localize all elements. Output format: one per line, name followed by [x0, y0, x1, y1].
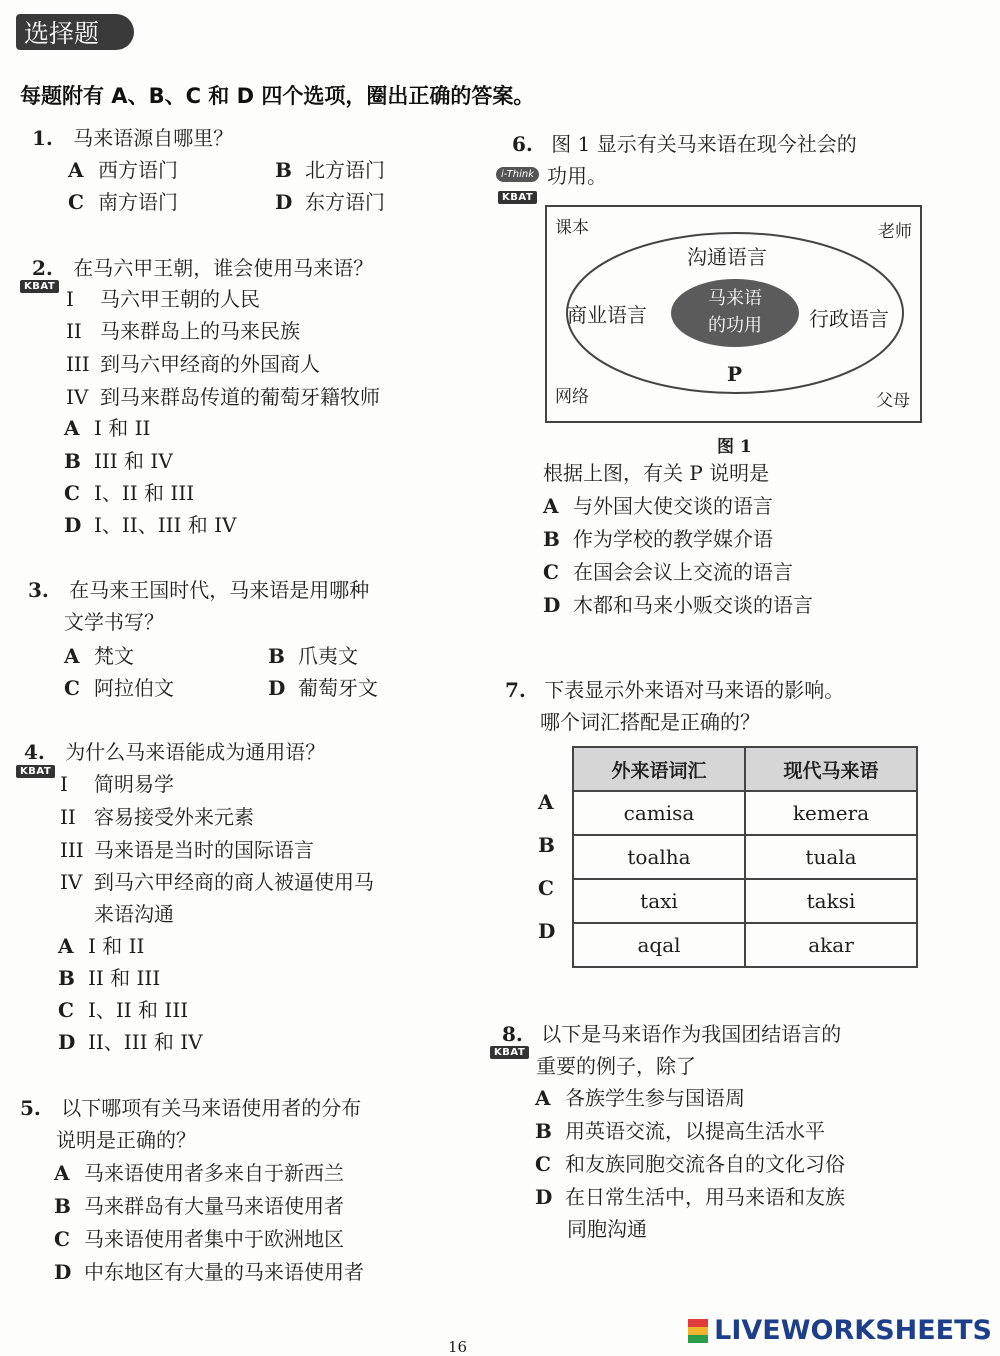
q3-option-d[interactable] [268, 672, 378, 704]
ithink-badge: i-Think [496, 167, 539, 182]
statement-text: 马六甲王朝的人民 [100, 287, 260, 311]
corner-label-internet: 网络 [555, 387, 589, 407]
q4-option-b[interactable] [58, 962, 160, 994]
option-letter: A [58, 934, 74, 958]
q2-option-c[interactable] [64, 477, 194, 509]
liveworksheets-logo[interactable] [688, 1315, 992, 1346]
foreign-word: aqal [573, 923, 745, 967]
option-letter: D [54, 1260, 72, 1284]
q2-option-d[interactable] [64, 509, 236, 541]
section-title: 选择题 [16, 14, 134, 50]
q2-statement-4 [66, 381, 380, 413]
option-letter: D [64, 513, 82, 537]
statement-text: 马来语是当时的国际语言 [94, 838, 314, 862]
question-number: 3. [28, 578, 49, 602]
center-label [671, 285, 799, 339]
option-letter: B [58, 966, 75, 990]
row-letter-a[interactable]: A [538, 790, 554, 814]
statement-number: II [60, 805, 76, 829]
option-letter: D [268, 676, 286, 700]
q4-statement-2 [60, 801, 254, 833]
option-letter: C [64, 676, 80, 700]
question-number: 1. [32, 126, 53, 150]
option-text: II 和 III [88, 966, 161, 990]
question-text: 马来语源自哪里？ [73, 126, 234, 150]
option-text: I 和 II [94, 416, 151, 440]
figure-1-diagram [545, 205, 922, 423]
option-text: I、II 和 III [88, 998, 189, 1022]
modern-word: tuala [745, 835, 917, 879]
option-text: 梵文 [94, 644, 134, 668]
question-7-cont: 哪个词汇搭配是正确的？ [540, 710, 760, 734]
q5-option-d[interactable] [54, 1256, 364, 1288]
question-4 [24, 736, 325, 768]
question-number: 5. [20, 1096, 41, 1120]
statement-text: 到马来群岛传道的葡萄牙籍牧师 [100, 385, 380, 409]
question-number: 7. [505, 678, 526, 702]
brand-mark-icon [688, 1319, 708, 1343]
option-letter: D [58, 1030, 76, 1054]
q6-option-c[interactable] [543, 556, 793, 588]
question-number: 8. [502, 1022, 523, 1046]
option-text: 爪夷文 [298, 644, 358, 668]
table-row[interactable] [573, 879, 917, 923]
q8-option-d[interactable] [535, 1181, 845, 1213]
option-text: 木都和马来小贩交谈的语言 [573, 593, 813, 617]
option-letter: D [535, 1185, 553, 1209]
instruction-text: 每题附有 A、B、C 和 D 四个选项，圈出正确的答案。 [20, 84, 535, 108]
q8-option-d-cont: 同胞沟通 [567, 1217, 647, 1241]
question-8-cont: 重要的例子，除了 [536, 1054, 696, 1078]
statement-number: III [66, 352, 90, 376]
statement-text: 到马六甲经商的外国商人 [100, 352, 320, 376]
q3-option-b[interactable] [268, 640, 358, 672]
modern-word: taksi [745, 879, 917, 923]
statement-text: 到马六甲经商的商人被逼使用马 [94, 870, 374, 894]
brand-name: LIVEWORKSHEETS [714, 1315, 992, 1346]
row-letter-b[interactable]: B [538, 833, 555, 857]
statement-number: I [60, 772, 68, 796]
question-number: 4. [24, 740, 45, 764]
question-text: 下表显示外来语对马来语的影响。 [544, 678, 845, 702]
option-text: 南方语门 [98, 190, 178, 214]
option-letter: C [543, 560, 559, 584]
q4-option-a[interactable] [58, 930, 144, 962]
question-2 [32, 252, 373, 284]
statement-number: IV [60, 870, 83, 894]
modern-word: kemera [745, 791, 917, 835]
option-letter: B [275, 158, 292, 182]
kbat-badge: KBAT [20, 280, 59, 293]
corner-label-teacher: 老师 [878, 222, 912, 242]
q3-option-a[interactable] [64, 640, 134, 672]
statement-text: 简明易学 [94, 772, 174, 796]
label-administration: 行政语言 [809, 307, 889, 331]
page-number: 16 [448, 1338, 468, 1356]
option-letter: B [64, 449, 81, 473]
question-number: 2. [32, 256, 53, 280]
q2-option-b[interactable] [64, 445, 173, 477]
q8-option-c[interactable] [535, 1148, 845, 1180]
label-p: P [727, 362, 743, 386]
question-text: 在马六甲王朝，谁会使用马来语？ [73, 256, 374, 280]
option-letter: A [68, 158, 84, 182]
option-letter: B [54, 1194, 71, 1218]
q4-statement-1 [60, 768, 174, 800]
option-letter: B [268, 644, 285, 668]
question-6-cont: 功用。 [547, 164, 607, 188]
q4-statement-4 [60, 866, 374, 898]
corner-label-textbook: 课本 [555, 218, 589, 238]
option-text: 马来语使用者集中于欧洲地区 [84, 1227, 344, 1251]
foreign-word: camisa [573, 791, 745, 835]
q6-prompt: 根据上图，有关 P 说明是 [543, 461, 770, 485]
question-text: 图 1 显示有关马来语在现今社会的 [551, 132, 857, 156]
statement-number: I [66, 287, 74, 311]
table-header-row [573, 747, 917, 791]
q4-option-d[interactable] [58, 1026, 203, 1058]
row-letter-d[interactable]: D [538, 919, 556, 943]
q5-option-c[interactable] [54, 1223, 344, 1255]
label-commerce: 商业语言 [567, 303, 647, 327]
q1-option-d[interactable] [275, 186, 385, 218]
option-letter: A [535, 1086, 551, 1110]
row-letter-c[interactable]: C [538, 876, 554, 900]
option-text: I、II 和 III [94, 481, 195, 505]
question-number: 6. [512, 132, 533, 156]
kbat-badge: KBAT [490, 1046, 529, 1059]
q8-option-a[interactable] [535, 1082, 745, 1114]
q4-statement-3 [60, 834, 314, 866]
q2-statement-3 [66, 348, 320, 380]
q8-option-b[interactable] [535, 1115, 825, 1147]
question-7 [505, 674, 844, 706]
foreign-word: toalha [573, 835, 745, 879]
q3-option-c[interactable] [64, 672, 174, 704]
q2-statement-1 [66, 283, 260, 315]
modern-word: akar [745, 923, 917, 967]
statement-text: 容易接受外来元素 [94, 805, 254, 829]
label-communication: 沟通语言 [687, 245, 767, 269]
option-letter: B [543, 527, 560, 551]
option-letter: D [275, 190, 293, 214]
q5-option-a[interactable] [54, 1157, 344, 1189]
table-row[interactable] [573, 923, 917, 967]
vocab-table [572, 746, 918, 968]
option-letter: C [68, 190, 84, 214]
option-letter: C [58, 998, 74, 1022]
q1-option-b[interactable] [275, 154, 385, 186]
header-modern: 现代马来语 [745, 747, 917, 791]
corner-label-parents: 父母 [876, 391, 910, 411]
statement-number: II [66, 319, 82, 343]
question-text: 为什么马来语能成为通用语？ [65, 740, 326, 764]
q4-option-c[interactable] [58, 994, 188, 1026]
option-text: 与外国大使交谈的语言 [573, 494, 773, 518]
figure-caption: 图 1 [717, 437, 752, 457]
option-text: I、II、III 和 IV [94, 513, 237, 537]
option-text: I 和 II [88, 934, 145, 958]
option-text: 作为学校的教学媒介语 [573, 527, 773, 551]
question-8 [502, 1018, 841, 1050]
option-letter: B [535, 1119, 552, 1143]
option-letter: A [64, 644, 80, 668]
option-text: 用英语交流，以提高生活水平 [565, 1119, 825, 1143]
option-text: III 和 IV [94, 449, 173, 473]
q1-option-a[interactable] [68, 154, 178, 186]
option-letter: C [54, 1227, 70, 1251]
option-text: 马来群岛有大量马来语使用者 [84, 1194, 344, 1218]
center-label-line1: 马来语 [708, 288, 762, 309]
question-3 [28, 574, 369, 606]
option-letter: A [54, 1161, 70, 1185]
foreign-word: taxi [573, 879, 745, 923]
question-text: 以下哪项有关马来语使用者的分布 [61, 1096, 362, 1120]
option-text: 阿拉伯文 [94, 676, 174, 700]
option-letter: D [543, 593, 561, 617]
option-letter: A [543, 494, 559, 518]
q6-option-b[interactable] [543, 523, 773, 555]
question-5 [20, 1092, 361, 1124]
q5-option-b[interactable] [54, 1190, 344, 1222]
option-text: 和友族同胞交流各自的文化习俗 [565, 1152, 845, 1176]
question-text: 以下是马来语作为我国团结语言的 [541, 1022, 842, 1046]
option-text: 东方语门 [305, 190, 385, 214]
option-letter: C [64, 481, 80, 505]
kbat-badge: KBAT [498, 191, 537, 204]
header-foreign: 外来语词汇 [573, 747, 745, 791]
option-text: 西方语门 [98, 158, 178, 182]
option-letter: C [535, 1152, 551, 1176]
q6-option-a[interactable] [543, 490, 773, 522]
center-label-line2: 的功用 [708, 315, 762, 336]
statement-number: IV [66, 385, 89, 409]
option-letter: A [64, 416, 80, 440]
table-row[interactable] [573, 835, 917, 879]
question-3-cont: 文学书写？ [64, 610, 164, 634]
option-text: 各族学生参与国语周 [565, 1086, 745, 1110]
option-text: 葡萄牙文 [298, 676, 378, 700]
q4-statement-4-cont: 来语沟通 [94, 902, 174, 926]
q1-option-c[interactable] [68, 186, 178, 218]
option-text: 在日常生活中，用马来语和友族 [565, 1185, 845, 1209]
question-6 [512, 128, 857, 160]
q2-option-a[interactable] [64, 412, 150, 444]
option-text: II、III 和 IV [88, 1030, 203, 1054]
statement-number: III [60, 838, 84, 862]
option-text: 在国会会议上交流的语言 [573, 560, 793, 584]
question-1 [32, 122, 233, 154]
kbat-badge: KBAT [16, 765, 55, 778]
q2-statement-2 [66, 315, 300, 347]
option-text: 马来语使用者多来自于新西兰 [84, 1161, 344, 1185]
statement-text: 马来群岛上的马来民族 [100, 319, 300, 343]
q6-option-d[interactable] [543, 589, 813, 621]
option-text: 北方语门 [305, 158, 385, 182]
table-row[interactable] [573, 791, 917, 835]
option-text: 中东地区有大量的马来语使用者 [84, 1260, 364, 1284]
question-text: 在马来王国时代，马来语是用哪种 [69, 578, 370, 602]
question-5-cont: 说明是正确的？ [56, 1128, 196, 1152]
